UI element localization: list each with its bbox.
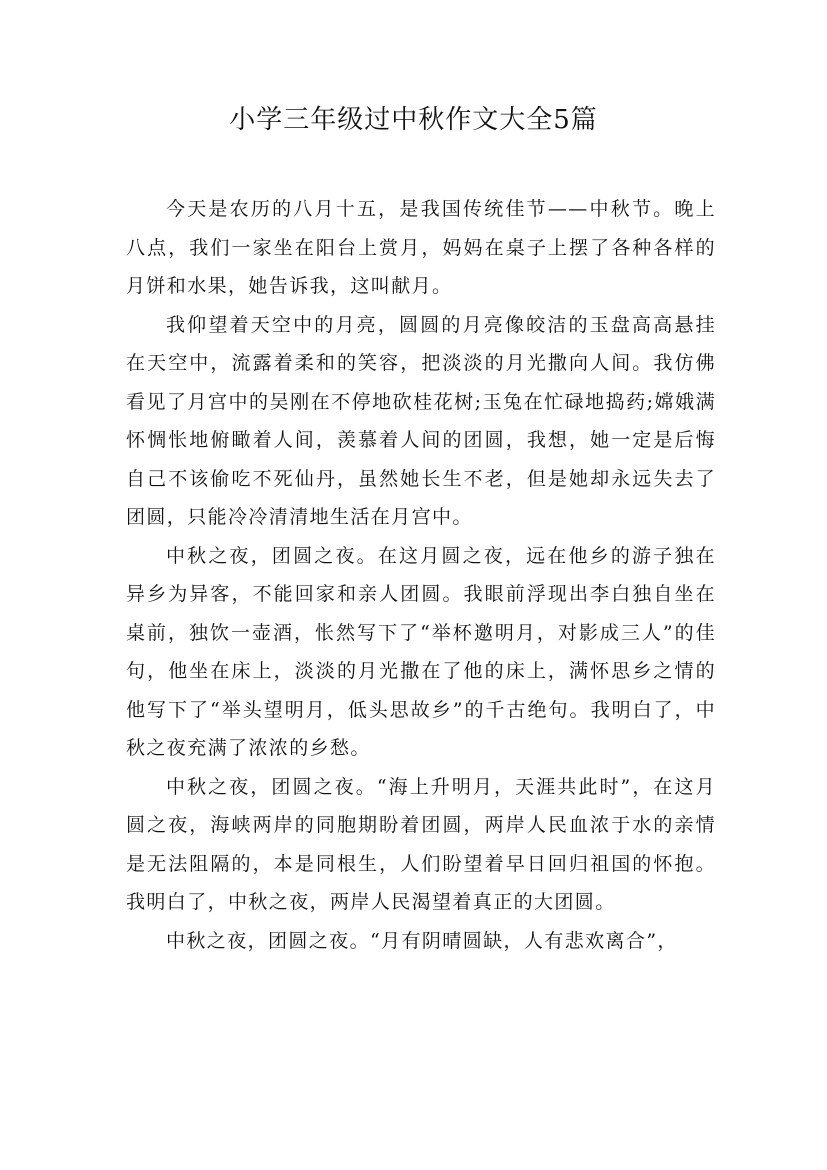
paragraph-3: 中秋之夜，团圆之夜。在这月圆之夜，远在他乡的游子独在异乡为异客，不能回家和亲人团圆。我眼前浮现出李白独自坐在桌前，独饮一壶酒，怅然写下了“举杯邀明月，对影成三人”的佳句，他坐在床上，淡淡的月光撒在了他的床上，满怀思乡之情的他写下了“举头望明月，低头思故乡”的千古绝句。我明白了，中秋之夜充满了浓浓的乡愁。 [126,544,716,759]
document-title: 小学三年级过中秋作文大全5篇 [229,105,598,135]
paragraph-4: 中秋之夜，团圆之夜。“海上升明月，天涯共此时”，在这月圆之夜，海峡两岸的同胞期盼着团圆，两岸人民血浓于水的亲情是无法阻隔的，本是同根生，人们盼望着早日回归祖国的怀抱。我明白了，中秋之夜，两岸人民渴望着真正的大团圆。 [126,775,716,913]
document-body [126,190,716,960]
paragraph-1: 今天是农历的八月十五，是我国传统佳节——中秋节。晚上八点，我们一家坐在阳台上赏月，妈妈在桌子上摆了各种各样的月饼和水果，她告诉我，这叫献月。 [126,198,716,297]
paragraph-2: 我仰望着天空中的月亮，圆圆的月亮像皎洁的玉盘高高悬挂在天空中，流露着柔和的笑容，把淡淡的月光撒向人间。我仿佛看见了月宫中的吴刚在不停地砍桂花树;玉兔在忙碌地捣药;嫦娥满怀惆怅地俯瞰着人间，羡慕着人间的团圆，我想，她一定是后悔自己不该偷吃不死仙丹，虽然她长生不老，但是她却永远失去了团圆，只能冷冷清清地生活在月宫中。 [126,313,716,528]
paragraph-5: 中秋之夜，团圆之夜。“月有阴晴圆缺，人有悲欢离合”， [166,929,678,952]
